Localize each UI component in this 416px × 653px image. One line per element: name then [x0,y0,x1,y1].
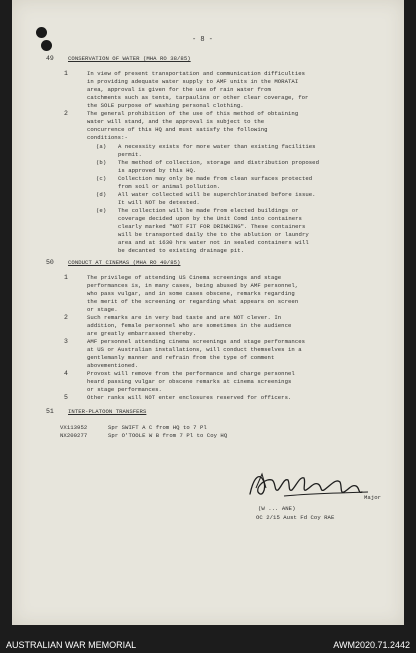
text-line: gentlemanly manner and refrain from the type of comment [87,354,275,361]
text-line: or stage performances. [87,386,162,393]
text-line: from soil or animal pollution. [118,183,221,190]
paragraph-number: 2 [64,110,68,117]
text-line: abovementioned. [87,362,139,369]
paragraph-number: 1 [64,70,68,77]
text-line: are greatly embarrassed thereby. [87,330,197,337]
text-line: A necessity exists for more water than existing facilities [118,143,316,150]
text-line: AMF personnel attending cinema screenings and stage performances [87,338,306,345]
transfer-detail: Spr O'TOOLE W B from 7 Pl to Coy HQ [108,432,228,439]
text-line: is approved by this HQ. [118,167,197,174]
footer-accession-number: AWM2020.71.2442 [333,640,410,650]
text-line: area, approval is given for the use of rain water from [87,86,271,93]
footer-archive-name: AUSTRALIAN WAR MEMORIAL [6,640,137,650]
text-line: conditions:- [87,134,128,141]
text-line: clearly marked "NOT FIT FOR DRINKING". These containers [118,223,306,230]
text-line: It will NOT be detested. [118,199,200,206]
text-line: performances is, in many cases, being abused by AMF personnel, [87,282,299,289]
condition-label: (e) [96,207,107,214]
transfer-detail: Spr SWIFT A C from HQ to 7 Pl [108,424,207,431]
text-line: All water collected will be superchlorinated before issue. [118,191,316,198]
text-line: Collection may only be made from clean surfaces protected [118,175,313,182]
section-heading: CONDUCT AT CINEMAS (MHA RO 40/85) [68,259,181,266]
transfer-id: NX200277 [60,432,88,439]
text-line: The collection will be made from elected buildings or [118,207,299,214]
section-number: 49 [46,55,54,62]
condition-label: (d) [96,191,107,198]
document-page [12,0,404,625]
signatory-rank: Major [364,494,382,501]
text-line: who pass vulgar, and in some cases obscene, remarks regarding [87,290,295,297]
section-number: 50 [46,259,54,266]
text-line: concurrence of this HQ and must satisfy the following [87,126,268,133]
text-line: The general prohibition of the use of this method of obtaining [87,110,299,117]
text-line: be decanted to existing drainage pit. [118,247,245,254]
condition-label: (b) [96,159,107,166]
text-line: the SOLE purpose of washing personal clothing. [87,102,244,109]
text-line: In view of present transportation and communication difficulties [87,70,306,77]
text-line: water will stand, and the approval is subject to the [87,118,265,125]
text-line: permit. [118,151,142,158]
paragraph-number: 5 [64,394,68,401]
text-line: at US or Australian installations, will conduct themselves in a [87,346,302,353]
text-line: will be transported daily the to the ablution or laundry [118,231,309,238]
text-line: Other ranks will NOT enter enclosures reserved for officers. [87,394,292,401]
text-line: in providing adequate water supply to AMF units in the MORATAI [87,78,299,85]
text-line: catchments such as tents, tarpaulins or other clear coverage, for [87,94,309,101]
punch-hole [36,27,47,38]
text-line: addition, female personnel who are sometimes in the audience [87,322,292,329]
condition-label: (c) [96,175,107,182]
text-line: Such remarks are in very bad taste and are NOT clever. In [87,314,282,321]
section-number: 51 [46,408,54,415]
page-number: - 8 - [192,36,214,44]
signatory-name: (W ... ANE) [258,505,296,512]
paragraph-number: 1 [64,274,68,281]
text-line: Provost will remove from the performance and charge personnel [87,370,295,377]
text-line: The method of collection, storage and distribution proposed [118,159,320,166]
signatory-unit: OC 2/15 Aust Fd Coy RAE [256,514,335,521]
paragraph-number: 4 [64,370,68,377]
text-line: area and at 1630 hrs water not in sealed containers will [118,239,309,246]
text-line: the merit of the screening or regarding what appears on screen [87,298,299,305]
punch-hole [41,40,52,51]
text-line: coverage decided upon by the Unit Comd into containers [118,215,302,222]
text-line: The privilege of attending US Cinema screenings and stage [87,274,282,281]
archive-footer [0,637,416,653]
condition-label: (a) [96,143,107,150]
paragraph-number: 3 [64,338,68,345]
text-line: heard passing vulgar or obscene remarks at cinema screenings [87,378,292,385]
paragraph-number: 2 [64,314,68,321]
section-heading: INTER-PLATOON TRANSFERS [68,408,147,415]
section-heading: CONSERVATION OF WATER (MHA RO 38/85) [68,55,191,62]
text-line: or stage. [87,306,118,313]
transfer-id: VX113952 [60,424,88,431]
